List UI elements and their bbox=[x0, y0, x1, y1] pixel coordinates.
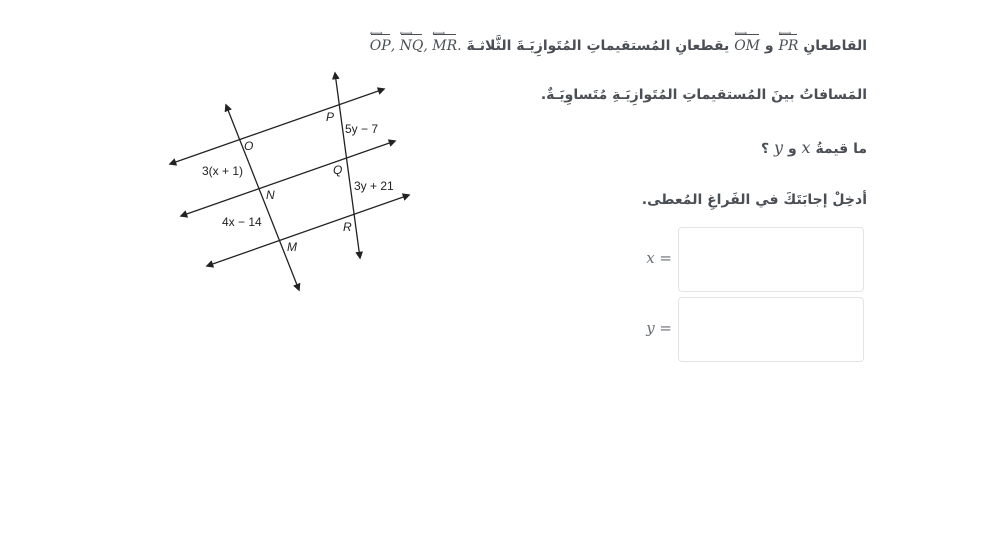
answer-input-y[interactable] bbox=[678, 297, 864, 362]
vector-om: ⟷ OM bbox=[734, 29, 761, 54]
point-label-n: N bbox=[266, 188, 275, 202]
answer-row-y bbox=[604, 297, 864, 362]
segment-label-qr: 3y + 21 bbox=[354, 179, 394, 193]
parallel-lines-diagram bbox=[160, 68, 420, 298]
transversal-om bbox=[226, 105, 299, 290]
question-line-3 bbox=[761, 138, 867, 157]
parallel-lines-list: ⟷ OP, ⟷ NQ, ⟷ MR. bbox=[369, 29, 462, 54]
point-label-q: Q bbox=[333, 163, 343, 177]
segment-label-nm: 4x − 14 bbox=[222, 215, 262, 229]
conjunction-and: و bbox=[764, 38, 774, 54]
question-line-2: المَسافاتُ بينَ المُستقيماتِ المُتَوازِيَـةِ مُتَساوِيَـةٌ. bbox=[540, 87, 867, 103]
point-label-m: M bbox=[287, 240, 297, 254]
point-label-p: P bbox=[326, 110, 335, 124]
conjunction-and: و bbox=[787, 141, 797, 157]
point-label-r: R bbox=[343, 220, 352, 234]
question-line-1 bbox=[369, 29, 867, 54]
vector-pr: ⟷ PR bbox=[778, 29, 799, 54]
question-mark: ؟ bbox=[761, 141, 770, 157]
point-label-o: O bbox=[244, 139, 254, 153]
vector-om-label: OM bbox=[734, 38, 761, 54]
segment-label-on: 3(x + 1) bbox=[202, 164, 244, 178]
answer-label-y: y = bbox=[646, 319, 672, 337]
question-text: القاطعانِ bbox=[803, 38, 867, 54]
answer-input-x[interactable] bbox=[678, 227, 864, 292]
vector-nq-label: NQ bbox=[399, 38, 424, 54]
vector-op-label: OP bbox=[369, 38, 391, 54]
question-text: ما قيمةُ bbox=[815, 141, 867, 157]
answer-row-x bbox=[604, 227, 864, 292]
variable-y: y bbox=[774, 138, 784, 157]
parallel-line-mr bbox=[207, 195, 409, 266]
vector-mr-label: MR bbox=[432, 38, 458, 54]
question-text: يقطعانِ المُستقيماتِ المُتَوازِيَـةَ الثَّلاثـةَ bbox=[466, 38, 730, 54]
instruction-text: أدخِلْ إجابَتَكَ في الفَراغِ المُعطى. bbox=[641, 192, 867, 208]
vector-pr-label: PR bbox=[778, 38, 799, 54]
answer-label-x: x = bbox=[646, 249, 672, 267]
segment-label-pq: 5y − 7 bbox=[345, 122, 379, 136]
variable-x: x bbox=[801, 138, 811, 157]
